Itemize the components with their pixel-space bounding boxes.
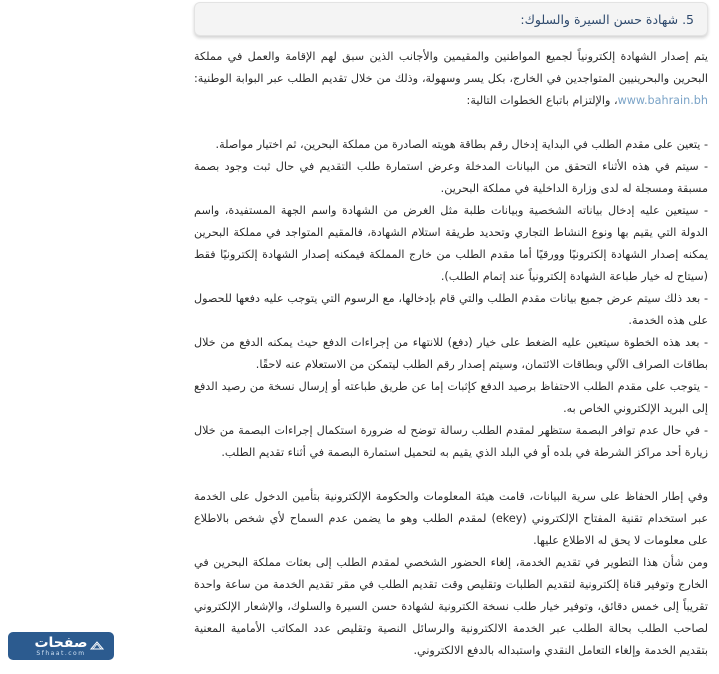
- bahrain-portal-link[interactable]: www.bahrain.bh: [617, 94, 708, 107]
- step-4: - بعد ذلك سيتم عرض جميع بيانات مقدم الطلب والتي قام بإدخالها، مع الرسوم التي يتوجب عليه دفعها للحصول على هذه الخدمة.: [194, 292, 708, 327]
- step-2: - سيتم في هذه الأثناء التحقق من البيانات المدخلة وعرض استمارة طلب التقديم في حال ثبت وجود بصمة مسبقة ومسجلة له لدى وزارة الداخلية في مملكة البحرين.: [194, 160, 708, 195]
- logo-latin-text: Sfhaat.com: [36, 649, 86, 657]
- step-3: - سيتعين عليه إدخال بياناته الشخصية وبيانات طلبة مثل الغرض من الشهادة واسم الجهة المستفيدة، واسم الدولة التي يقيم بها ونوع النشاط التجاري وتحديد طريقة استلام الشهادة، فالمقيم المتواجد في مملكة البحرين يمكنه إصدار الشهادة إلكترونيًا وورقيًا أما مقدم الطلب من خارج المملكة فيمكنه إصدار الشهادة إلكترونيًا فقط (سيتاح له خيار طباعة الشهادة إلكترونياً عند إتمام الطلب).: [194, 204, 708, 283]
- article-content: [194, 0, 708, 662]
- closing-paragraph-1: وفي إطار الحفاظ على سرية البيانات، قامت هيئة المعلومات والحكومة الإلكترونية بتأمين الدخول على الخدمة عبر استخدام تقنية المفتاح الإلكتروني (ekey) لمقدم الطلب وهو ما يضمن عدم السماح لأي شخص بالاطلاع على معلومات لا يحق له الاطلاع عليها.: [194, 490, 709, 547]
- intro-text: يتم إصدار الشهادة إلكترونياً لجميع المواطنين والمقيمين والأجانب الذين سبق لهم الإقامة والعمل في مملكة البحرين والبحرينيين المتواجدين في الخارج، بكل يسر وسهولة، وذلك من خلال تقديم الطلب عبر البوابة الوطنية:: [194, 50, 708, 85]
- section-heading: 5. شهادة حسن السيرة والسلوك:: [520, 11, 694, 27]
- book-icon: [90, 639, 104, 651]
- step-1: - يتعين على مقدم الطلب في البداية إدخال رقم بطاقة هويته الصادرة من مملكة البحرين، ثم اختيار مواصلة.: [215, 138, 708, 151]
- intro-text-after: ، والإلتزام باتباع الخطوات التالية:: [466, 94, 618, 107]
- logo-arabic-text: صفحات: [34, 634, 88, 651]
- step-6: - يتوجب على مقدم الطلب الاحتفاظ برصيد الدفع كإثبات إما عن طريق طباعته أو إرسال نسخة من رصيد الدفع إلى البريد الإلكتروني الخاص به.: [194, 380, 708, 415]
- closing-paragraph-2: ومن شأن هذا التطوير في تقديم الخدمة، إلغاء الحضور الشخصي لمقدم الطلب إلى بعثات مملكة البحرين في الخارج وتوفير قناة إلكترونية لتقديم الطلبات وتقليص وقت تقديم الطلب في مقر تقديم الخدمة من ساعة واحدة تقريباً إلى خمس دقائق، وتوفير خيار طلب نسخة الكترونية لشهادة حسن السيرة والسلوك، والإشعار الإلكتروني لصاحب الطلب بحالة الطلب عبر الخدمة الالكترونية والرسائل النصية وتقليص عدد المكاتب الأمامية المعنية بتقديم الخدمة وإلغاء التعامل النقدي واستبداله بالدفع الالكتروني.: [194, 556, 708, 657]
- section-heading-box: [194, 2, 708, 36]
- step-5: - بعد هذه الخطوة سيتعين عليه الضغط على خيار (دفع) للانتهاء من إجراءات الدفع حيث يمكنه الدفع من خلال بطاقات الصراف الآلي وبطاقات الائتمان، وسيتم إصدار رقم الطلب ليتمكن من الاستعلام عنه لاحقًا.: [194, 336, 708, 371]
- site-logo[interactable]: [8, 632, 114, 660]
- step-7: - في حال عدم توافر البصمة ستظهر لمقدم الطلب رسالة توضح له ضرورة استكمال إجراءات البصمة من خلال زيارة أحد مراكز الشرطة في بلده أو في البلد الذي يقيم به لتحميل استمارة البصمة في أثناء تقديم الطلب.: [194, 424, 708, 459]
- intro-paragraph: [194, 46, 708, 112]
